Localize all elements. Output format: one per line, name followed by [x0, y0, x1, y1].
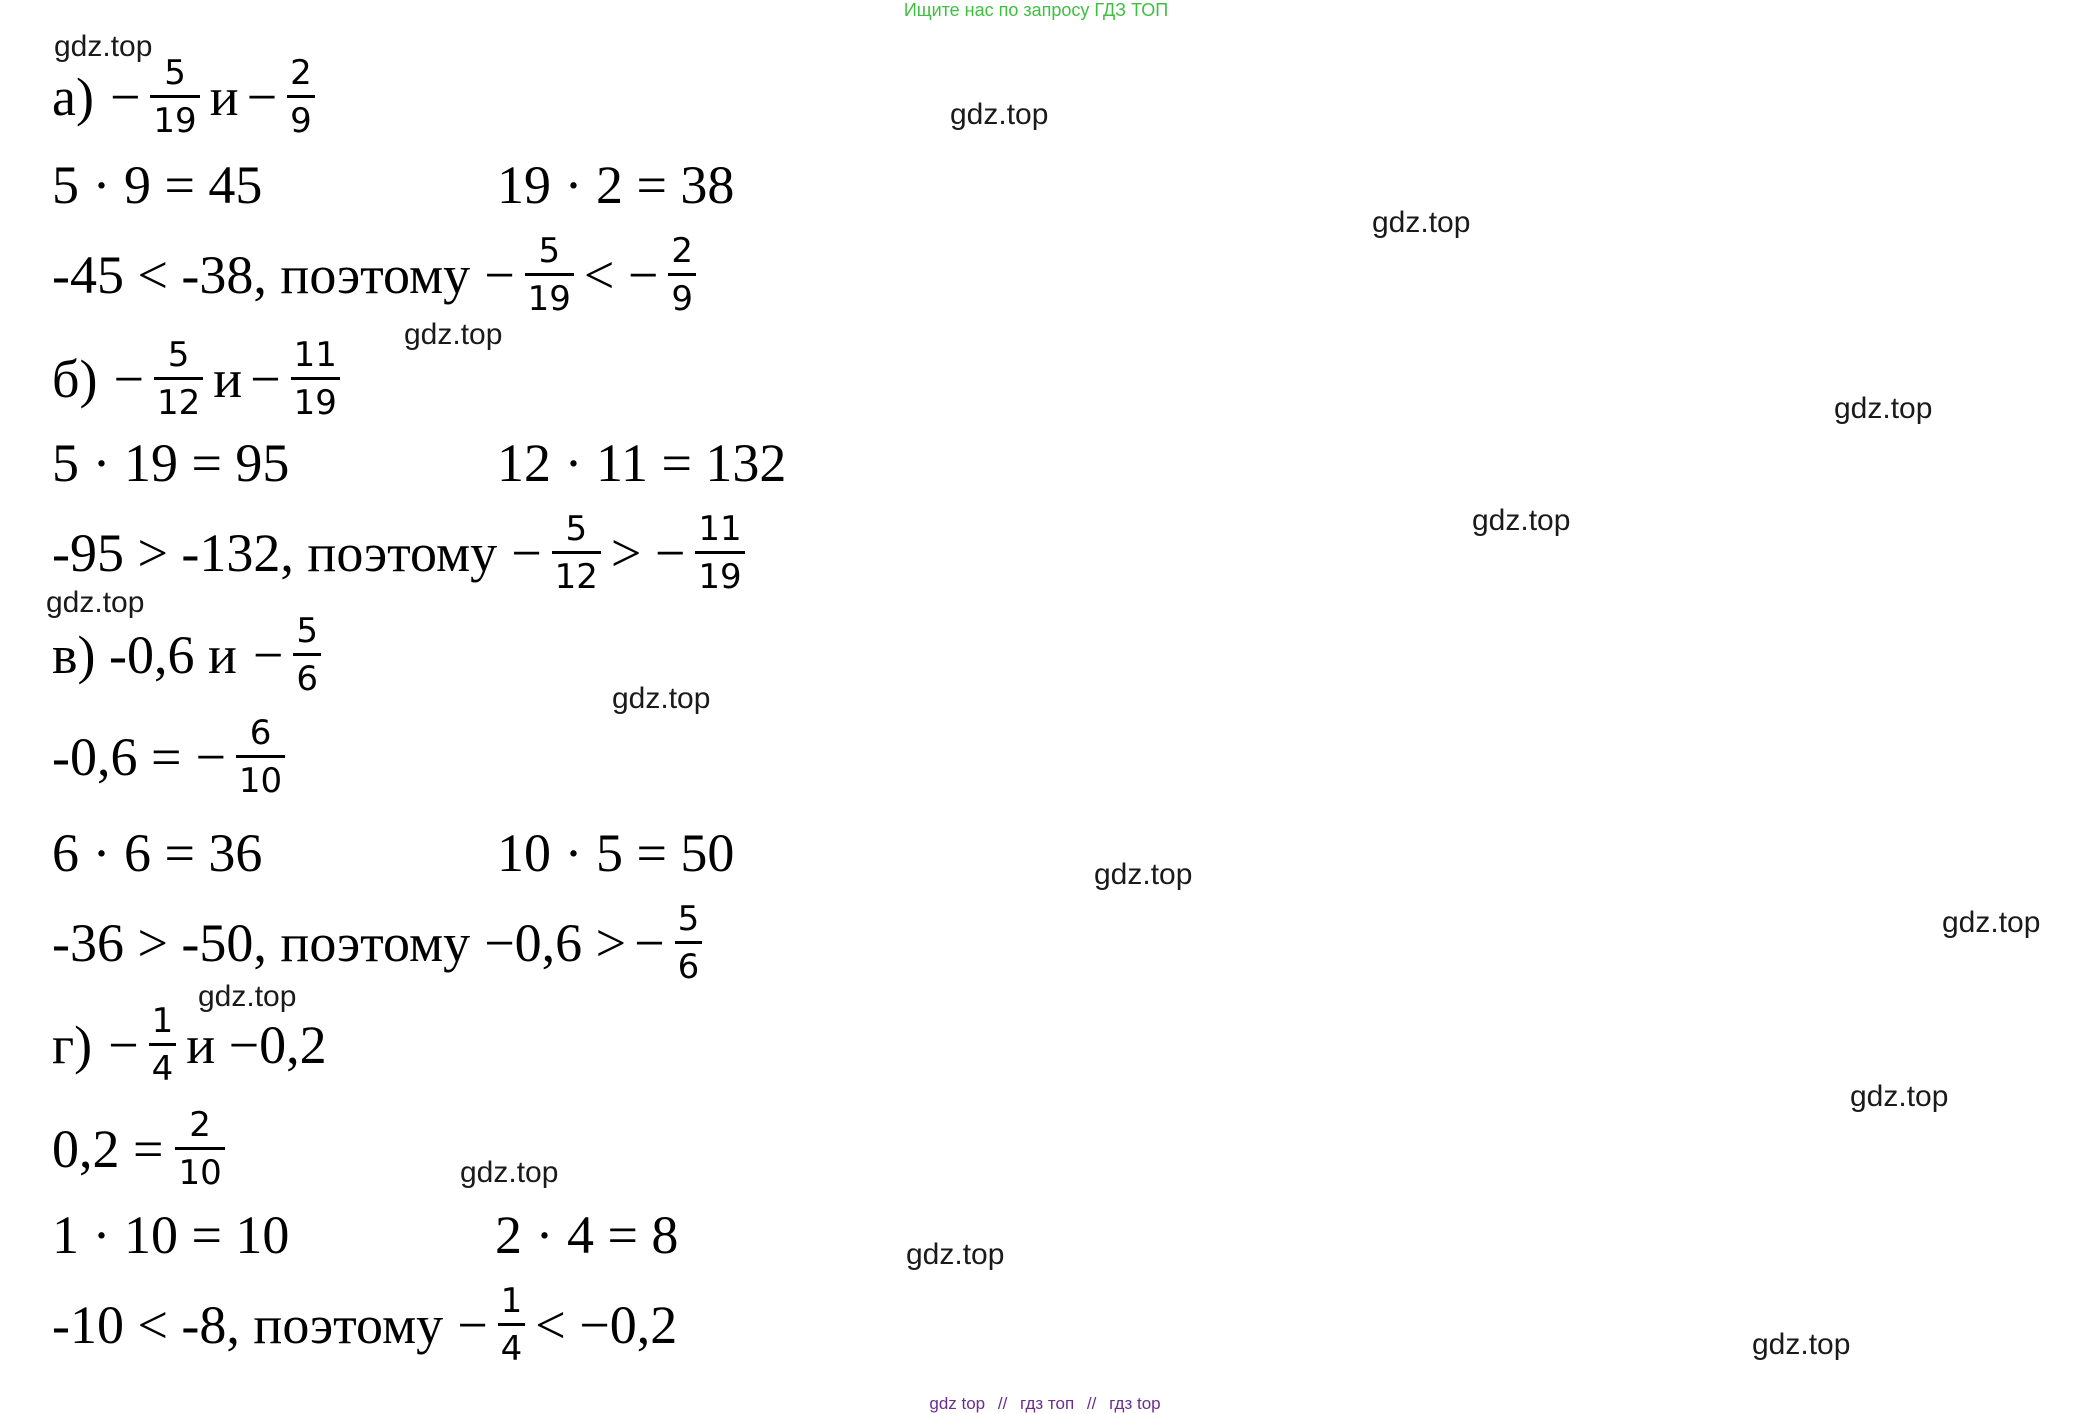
fraction: $\frac{5}{12}$	[552, 510, 601, 595]
result-text: -10 < -8, поэтому	[52, 1295, 444, 1355]
watermark: gdz.top	[460, 1156, 559, 1189]
footer-separator: //	[997, 1394, 1008, 1413]
line-v-calc	[52, 808, 734, 898]
fraction: $\frac{2}{10}$	[175, 1106, 224, 1191]
watermark: gdz.top	[950, 98, 1049, 131]
footer-separator: //	[1086, 1394, 1097, 1413]
fraction: $\frac{11}{19}$	[291, 336, 340, 421]
comparison: < −0,2	[535, 1295, 678, 1355]
conjunction: и	[213, 349, 243, 409]
fraction: $\frac{2}{9}$	[287, 54, 315, 139]
line-b-calc	[52, 418, 786, 508]
calc-left: 6 · 6 = 36	[52, 823, 263, 883]
calc-right: 12 · 11 = 132	[497, 433, 787, 493]
calc-left: 5 · 9 = 45	[52, 155, 263, 215]
watermark: gdz.top	[1094, 858, 1193, 891]
calc-right: 19 · 2 = 38	[497, 155, 735, 215]
line-a-result: -45 < -38, поэтому − $\frac{5}{19}$ < − $\frac{2}{9}$	[52, 230, 702, 320]
fraction: $\frac{2}{9}$	[668, 232, 696, 317]
line-g-heading: г) − $\frac{1}{4}$ и −0,2	[52, 1001, 327, 1089]
line-v-equation: -0,6 = − $\frac{6}{10}$	[52, 712, 291, 802]
conjunction: и	[209, 67, 239, 127]
line-g-calc	[52, 1190, 678, 1280]
fraction: $\frac{1}{4}$	[149, 1002, 177, 1087]
result-text: -45 < -38, поэтому	[52, 245, 471, 305]
calc-left: 1 · 10 = 10	[52, 1205, 290, 1265]
calc-left: 5 · 19 = 95	[52, 433, 290, 493]
comparison: −0,6 >	[484, 913, 627, 973]
watermark: gdz.top	[906, 1238, 1005, 1271]
fraction: $\frac{5}{6}$	[293, 612, 321, 697]
fraction: $\frac{1}{4}$	[498, 1282, 526, 1367]
result-text: -36 > -50, поэтому	[52, 913, 471, 973]
equation-text: 0,2 =	[52, 1119, 164, 1179]
fraction: $\frac{5}{6}$	[675, 900, 703, 985]
line-a-heading: а) − $\frac{5}{19}$ и − $\frac{2}{9}$	[52, 52, 321, 142]
watermark: gdz.top	[1752, 1328, 1851, 1361]
fraction: $\frac{5}{19}$	[150, 54, 199, 139]
line-a-calc	[52, 140, 734, 230]
watermark: gdz.top	[1372, 206, 1471, 239]
watermark: gdz.top	[1834, 392, 1933, 425]
watermark: gdz.top	[1942, 906, 2041, 939]
line-g-equation	[52, 1104, 231, 1194]
fraction: $\frac{11}{19}$	[695, 510, 744, 595]
fraction: $\frac{5}{19}$	[525, 232, 574, 317]
footer-link[interactable]: gdz top	[929, 1394, 986, 1413]
part-label: г)	[52, 1015, 93, 1075]
part-label: б)	[52, 349, 98, 409]
line-b-result: -95 > -132, поэтому − $\frac{5}{12}$ > − $\frac{11}{19}$	[52, 508, 751, 598]
top-banner	[0, 0, 2082, 21]
watermark: gdz.top	[612, 682, 711, 715]
line-b-heading: б) − $\frac{5}{12}$ и − $\frac{11}{19}$	[52, 334, 346, 424]
fraction: $\frac{5}{12}$	[154, 336, 203, 421]
watermark: gdz.top	[198, 980, 297, 1013]
footer	[0, 1394, 2082, 1414]
line-v-result: -36 > -50, поэтому −0,6 > − $\frac{5}{6}$	[52, 898, 708, 988]
comparison: и −0,2	[186, 1015, 327, 1075]
watermark: gdz.top	[46, 586, 145, 619]
watermark: gdz.top	[54, 30, 153, 63]
footer-link[interactable]: гдз топ	[1020, 1394, 1075, 1413]
equation-text: -0,6 =	[52, 727, 182, 787]
result-text: -95 > -132, поэтому	[52, 523, 498, 583]
banner-text: Ищите нас по запросу ГДЗ ТОП	[903, 0, 1169, 20]
watermark: gdz.top	[1850, 1080, 1949, 1113]
footer-link[interactable]: гдз top	[1109, 1394, 1161, 1413]
part-label: в) -0,6 и	[52, 625, 237, 685]
watermark: gdz.top	[404, 318, 503, 351]
calc-right: 10 · 5 = 50	[497, 823, 735, 883]
fraction: $\frac{6}{10}$	[236, 714, 285, 799]
part-label: а)	[52, 67, 94, 127]
line-g-result: -10 < -8, поэтому − $\frac{1}{4}$ < −0,2	[52, 1281, 678, 1369]
line-v-heading: в) -0,6 и − $\frac{5}{6}$	[52, 610, 327, 700]
watermark: gdz.top	[1472, 504, 1571, 537]
calc-right: 2 · 4 = 8	[495, 1205, 679, 1265]
